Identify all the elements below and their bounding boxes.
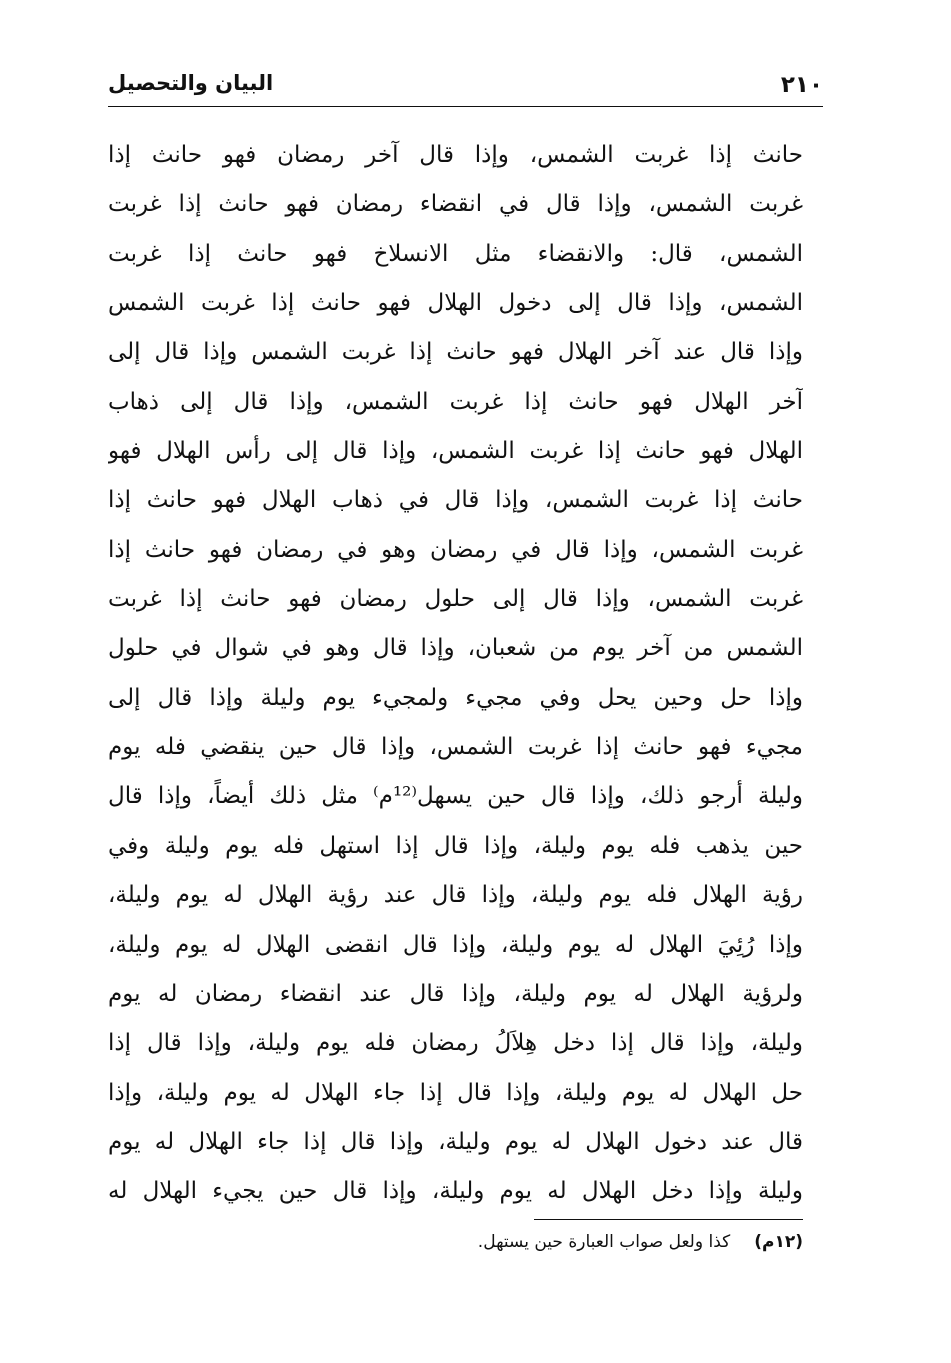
text-line: الهلال فهو حانث إذا غربت الشمس، وإذا قال إلى رأس الهلال فهو [108, 438, 803, 465]
text-line: غربت الشمس، وإذا قال إلى حلول رمضان فهو حانث إذا غربت [108, 586, 803, 613]
text-line: حل الهلال له يوم وليلة، وإذا قال إذا جاء الهلال له يوم وليلة، وإذا [108, 1079, 803, 1106]
text-line: مجيء فهو حانث إذا غربت الشمس، وإذا قال حين ينقضي فله يوم [108, 734, 803, 761]
text-line: قال عند دخول الهلال له يوم وليلة، وإذا قال إذا جاء الهلال له يوم [108, 1128, 803, 1155]
text-line: غربت الشمس، وإذا قال في انقضاء رمضان فهو حانث إذا غربت [108, 191, 803, 218]
text-line: وليلة، وإذا قال إذا دخل هِلاَلُ رمضان فله يوم وليلة، وإذا قال إذا [108, 1030, 803, 1057]
footnote-text: كذا ولعل صواب العبارة حين يستهل. [477, 1232, 731, 1252]
text-line: رؤية الهلال فله يوم وليلة، وإذا قال عند رؤية الهلال له يوم وليلة، [108, 882, 803, 909]
text-line: وإذا حل وحين يحل وفي مجيء ولمجيء يوم وليلة وإذا قال إلى [108, 684, 803, 711]
text-line: حين يذهب فله يوم وليلة، وإذا قال إذا استهل فله يوم وليلة وفي [108, 832, 803, 859]
text-line: الشمس، قال: والانقضاء مثل الانسلاخ فهو حانث إذا غربت [108, 240, 803, 267]
running-header [108, 66, 823, 106]
page-number: ٢١٠ [780, 72, 823, 98]
text-line: ولرؤية الهلال له يوم وليلة، وإذا قال عند انقضاء رمضان له يوم [108, 980, 803, 1007]
text-line: وليلة وإذا دخل الهلال له يوم وليلة، وإذا قال حين يجيء الهلال له [108, 1178, 803, 1205]
footnote-marker: (١٢م) [754, 1232, 803, 1252]
text-line: وإذا رُئِيَ الهلال له يوم وليلة، وإذا قال انقضى الهلال له يوم وليلة، [108, 931, 803, 958]
footnote-divider [534, 1219, 803, 1220]
footnote [478, 1228, 803, 1256]
header-divider [108, 106, 823, 107]
body-text [108, 131, 803, 1217]
text-line: وليلة أرجو ذلك، وإذا قال حين يسهل⁽¹²م⁾ مثل ذلك أيضاً، وإذا قال [108, 783, 803, 810]
text-line: الشمس من آخر يوم من شعبان، وإذا قال وهو في شوال في حلول [108, 635, 803, 662]
text-line: حانث إذا غربت الشمس، وإذا قال آخر رمضان فهو حانث إذا [108, 142, 803, 168]
text-line: وإذا قال عند آخر الهلال فهو حانث إذا غربت الشمس وإذا قال إلى [108, 339, 803, 366]
book-title: البيان والتحصيل [108, 71, 274, 95]
text-line: غربت الشمس، وإذا قال في رمضان وهو في رمضان فهو حانث إذا [108, 536, 803, 563]
text-line: حانث إذا غربت الشمس، وإذا قال في ذهاب الهلال فهو حانث إذا [108, 487, 803, 514]
text-line: آخر الهلال فهو حانث إذا غربت الشمس، وإذا قال إلى ذهاب [108, 388, 803, 415]
text-line: الشمس، وإذا قال إلى دخول الهلال فهو حانث إذا غربت الشمس [108, 290, 803, 317]
